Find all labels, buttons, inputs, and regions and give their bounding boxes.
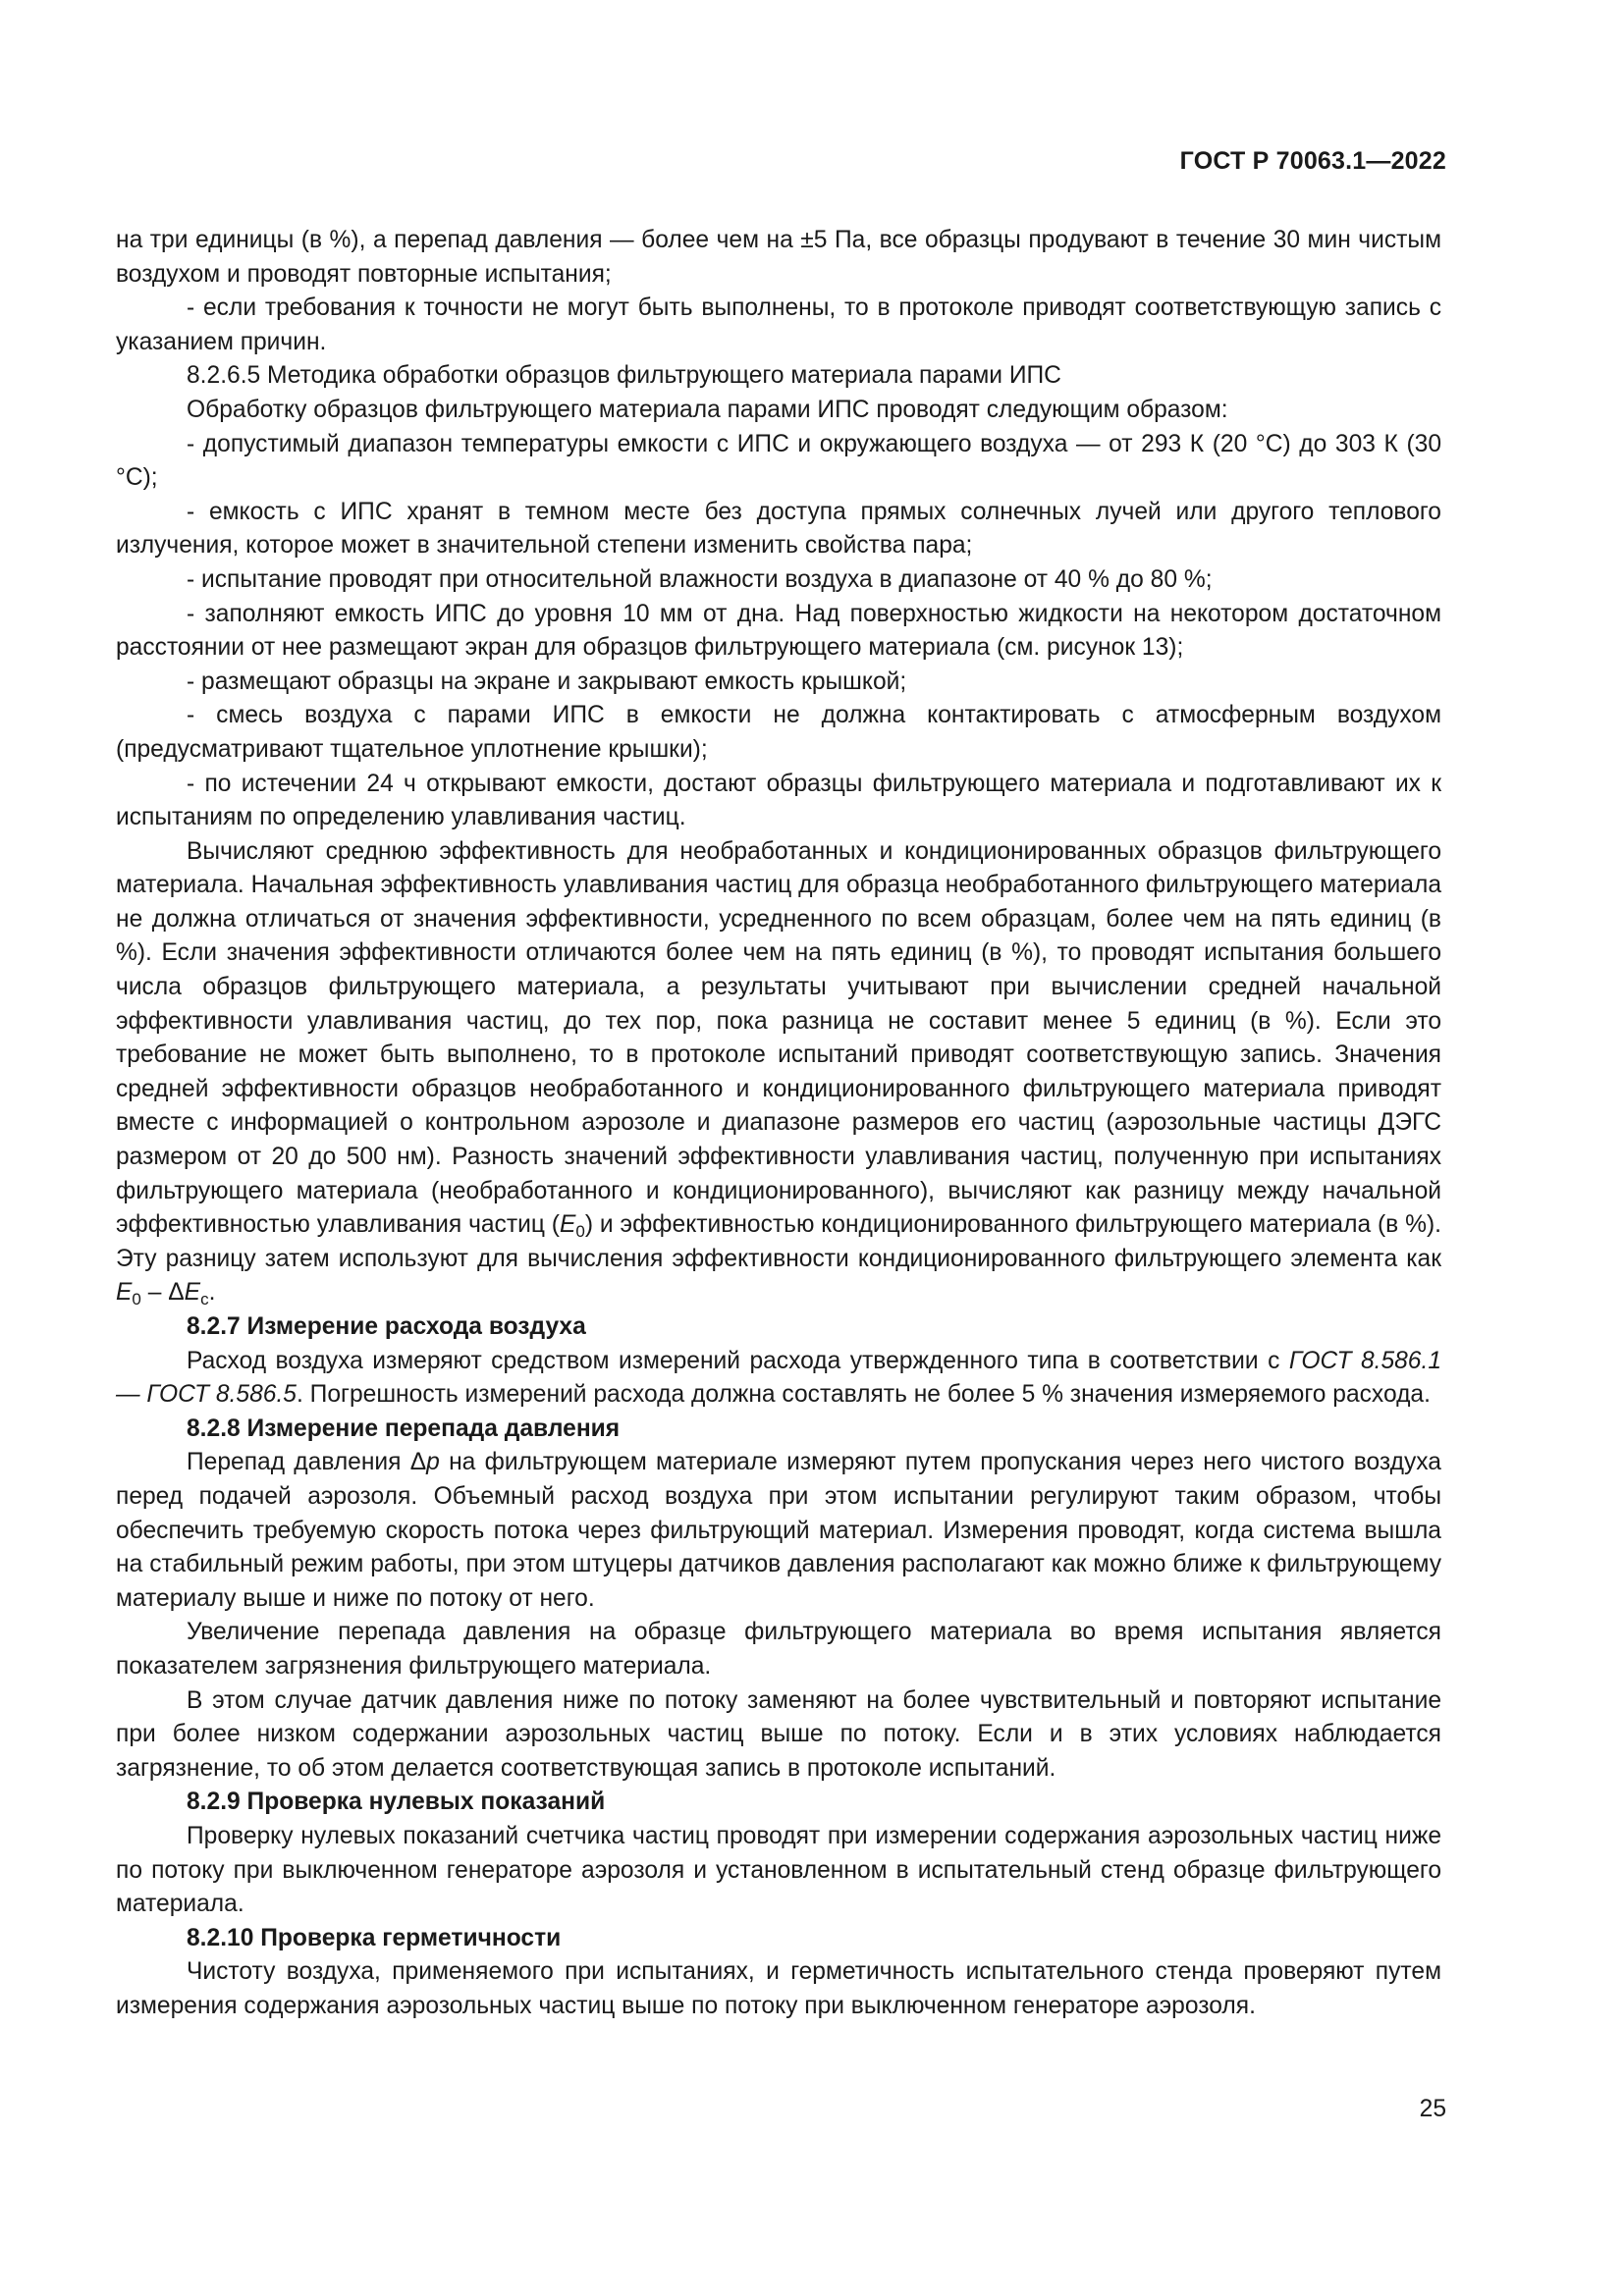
document-standard-number: ГОСТ Р 70063.1—2022 [1179,147,1446,175]
text-run: . [208,1279,216,1307]
page-number: 25 [1419,2096,1446,2122]
text-run: ) и эффективностью кондиционированного фильтрующего материала (в %). Эту разницу затем используют для вычисления эффективности кондиционированного фильтрующего элемента как [116,1211,1441,1272]
text-run: на фильтрующем материале измеряют путем пропускания через него чистого воздуха перед подачей аэрозоля. Объемный расход воздуха при этом испытании регулируют таким образом, чтобы обеспечить требуемую скорость потока через фильтрующий материал. Измерения проводят, когда система вышла на стабильный режим работы, при этом штуцеры датчиков давления располагают как можно ближе к фильтрующему материалу выше и ниже по потоку от него. [116,1449,1441,1612]
symbol-e: E [116,1279,133,1307]
subscript: 0 [132,1290,141,1309]
paragraph-pressure-drop [116,1446,1441,1616]
list-item: - размещают образцы на экране и закрывают емкость крышкой; [187,667,907,695]
text-run: – Δ [140,1279,185,1307]
list-item: - смесь воздуха с парами ИПС в емкости не должна контактировать с атмосферным воздухом (предусматривают тщательное уплотнение крышки); [116,702,1441,763]
section-heading-8-2-9: 8.2.9 Проверка нулевых показаний [187,1789,606,1816]
text-run: . Погрешность измерений расхода должна составлять не более 5 % значения измеряемого расхода. [296,1381,1431,1409]
standard-reference: ГОСТ 8.586.1 — ГОСТ 8.586.5 [116,1347,1441,1409]
page-body [116,224,1441,2023]
paragraph-continuation: на три единицы (в %), а перепад давления — более чем на ±5 Па, все образцы продувают в течение 30 мин чистым воздухом и проводят повторные испытания; [116,227,1441,288]
paragraph: Увеличение перепада давления на образце фильтрующего материала во время испытания является показателем загрязнения фильтрующего материала. [116,1619,1441,1680]
text-run: Перепад давления Δ [187,1449,427,1476]
symbol-e: E [560,1211,576,1239]
list-item: - по истечении 24 ч открывают емкости, достают образцы фильтрующего материала и подготавливают их к испытаниям по определению улавливания частиц. [116,770,1441,831]
list-item: - если требования к точности не могут быть выполнены, то в протоколе приводят соответствующую запись с указанием причин. [116,294,1441,355]
paragraph: Проверку нулевых показаний счетчика частиц проводят при измерении содержания аэрозольных частиц ниже по потоку при выключенном генераторе аэрозоля и установленном в испытательный стенд образце фильтрующего материала. [116,1822,1441,1918]
text-run: Вычисляют среднюю эффективность для необработанных и кондиционированных образцов фильтрующего материала. Начальная эффективность улавливания частиц для образца необработанного фильтрующего материала не должна отличаться от значения эффективности, усредненного по всем образцам, более чем на пять единиц (в %). Если значения эффективности отличаются более чем на пять единиц (в %), то проводят испытания большего числа образцов фильтрующего материала, а результаты учитывают при вычислении средней начальной эффективности улавливания частиц, до тех пор, пока разница не составит менее 5 единиц (в %). Если это требование не может быть выполнено, то в протоколе испытаний приводят соответствующую запись. Значения средней эффективности образцов необработанного и кондиционированного фильтрующего материала приводят вместе с информацией о контрольном аэрозоле и диапазоне размеров его частиц (аэрозольные частицы ДЭГС размером от 20 до 500 нм). Разность значений эффективности улавливания частиц, полученную при испытаниях фильтрующего материала (необработанного и кондиционированного), вычисляют как разницу между начальной эффективностью улавливания частиц ( [116,837,1441,1239]
paragraph: Обработку образцов фильтрующего материала парами ИПС проводят следующим образом: [187,396,1228,423]
section-heading-8-2-10: 8.2.10 Проверка герметичности [187,1924,562,1951]
text-run: Расход воздуха измеряют средством измерений расхода утвержденного типа в соответствии с [187,1347,1289,1374]
symbol-e: E [184,1279,201,1307]
subscript: 0 [575,1222,585,1242]
symbol-p: p [426,1449,440,1476]
list-item: - допустимый диапазон температуры емкости с ИПС и окружающего воздуха — от 293 К (20 °С) до 303 К (30 °С); [116,430,1441,492]
subscript: c [200,1290,209,1309]
list-item: - емкость с ИПС хранят в темном месте без доступа прямых солнечных лучей или другого теплового излучения, которое может в значительной степени изменить свойства пара; [116,498,1441,560]
section-heading-8-2-8: 8.2.8 Измерение перепада давления [187,1415,621,1442]
subsection-title-8-2-6-5: 8.2.6.5 Методика обработки образцов фильтрующего материала парами ИПС [187,362,1061,390]
paragraph-air-flow [116,1345,1441,1413]
list-item: - заполняют емкость ИПС до уровня 10 мм от дна. Над поверхностью жидкости на некотором достаточном расстоянии от нее размещают экран для образцов фильтрующего материала (см. рисунок 13); [116,600,1441,662]
paragraph: В этом случае датчик давления ниже по потоку заменяют на более чувствительный и повторяют испытание при более низком содержании аэрозольных частиц выше по потоку. Если и в этих условиях наблюдается загрязнение, то об этом делается соответствующая запись в протоколе испытаний. [116,1686,1441,1782]
paragraph-efficiency [116,835,1441,1310]
section-heading-8-2-7: 8.2.7 Измерение расхода воздуха [187,1313,586,1340]
paragraph: Чистоту воздуха, применяемого при испытаниях, и герметичность испытательного стенда проверяют путем измерения содержания аэрозольных частиц выше по потоку при выключенном генераторе аэрозоля. [116,1958,1441,2019]
list-item: - испытание проводят при относительной влажности воздуха в диапазоне от 40 % до 80 %; [187,565,1213,593]
